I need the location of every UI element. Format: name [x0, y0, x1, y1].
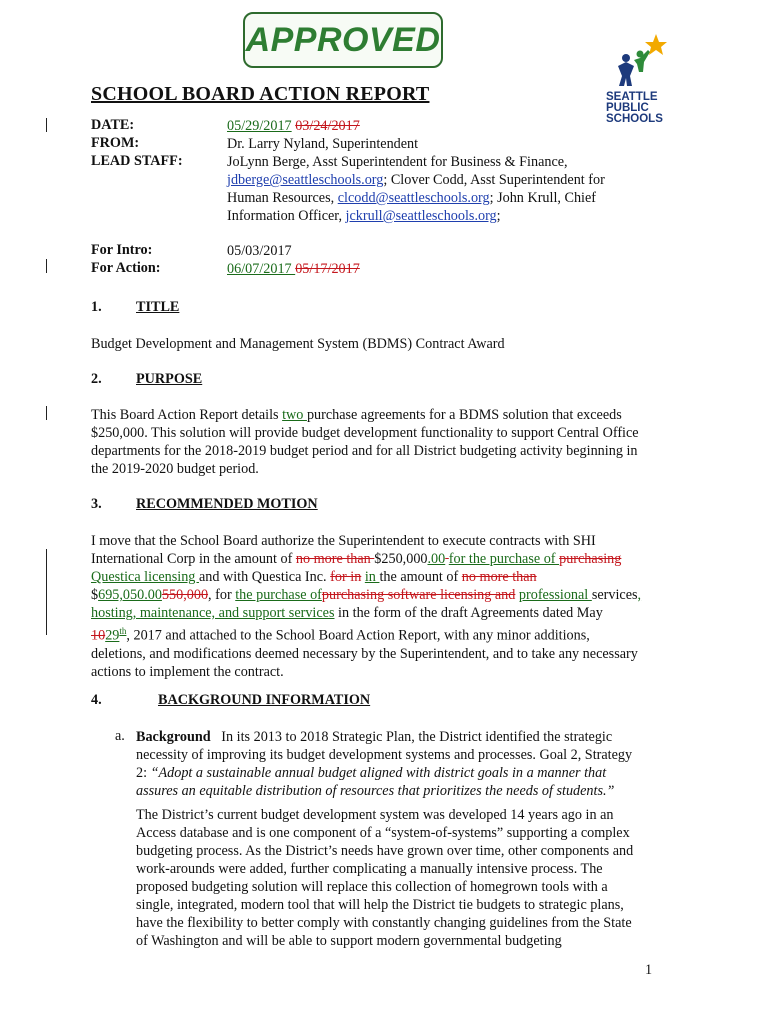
inserted-text: Questica licensing: [91, 569, 199, 585]
text-run: purchase agreements for a BDMS solution that exceeds: [306, 407, 622, 423]
deleted-text: purchasing: [559, 551, 622, 567]
inserted-text: th: [119, 626, 127, 636]
text-run: In its 2013 to 2018 Strategic Plan, the District identified the strategic: [210, 729, 613, 745]
for-intro-value: 05/03/2017: [227, 243, 292, 259]
lead-text: Information Officer,: [227, 208, 346, 224]
section-title-text: PURPOSE: [136, 371, 203, 387]
from-label: FROM:: [91, 135, 140, 151]
for-intro-label: For Intro:: [91, 242, 153, 258]
deleted-text: for in: [330, 569, 362, 585]
text-line: deletions, and modifications deemed necessary by the Superintendent, and to take any necessary: [91, 645, 638, 662]
subsection-a-letter: a.: [115, 728, 125, 744]
action-old: 05/17/2017: [295, 261, 360, 277]
section-2-title: [136, 371, 202, 388]
section-3-number: 3.: [91, 496, 102, 512]
section-3-text: [91, 532, 691, 681]
section-1-title: [136, 299, 179, 316]
lead-staff-label: LEAD STAFF:: [91, 153, 183, 169]
text-run: 2:: [136, 765, 151, 781]
text-run: services: [591, 587, 638, 603]
lead-text: ;: [496, 208, 501, 224]
inserted-text: 695,050.00: [98, 587, 162, 603]
inserted-text: the purchase of: [235, 587, 322, 603]
text-line: [91, 406, 681, 424]
subsection-a-text: [136, 728, 686, 800]
text-line: work-arounds were added, further complicating a manually intensive process. The: [136, 861, 603, 877]
inserted-text: ,: [637, 587, 642, 603]
subsection-heading: Background: [136, 729, 211, 745]
text-run: $: [91, 587, 99, 603]
deleted-text: 550,000: [161, 587, 209, 603]
deleted-text: no more than: [295, 551, 375, 567]
date-value: [227, 117, 360, 135]
lead-text: ; Clover Codd, Asst Superintendent for: [383, 172, 605, 188]
logo-line: SEATTLE: [606, 91, 658, 103]
email-link[interactable]: jckrull@seattleschools.org: [345, 208, 497, 224]
date-new: 05/29/2017: [227, 118, 292, 134]
change-bar: [46, 118, 47, 132]
text-line: [91, 622, 691, 645]
text-line: budgeting process. As the District’s needs have grown over time, other components and: [136, 843, 634, 859]
section-2-text: [91, 406, 681, 478]
text-line: Access database and is one component of a “system-of-systems” supporting a complex: [136, 825, 630, 841]
text-run: in the form of the draft Agreements dated May: [334, 605, 603, 621]
section-4-number: 4.: [91, 692, 102, 708]
action-new: 06/07/2017: [227, 261, 296, 277]
section-title-text: BACKGROUND INFORMATION: [158, 692, 371, 708]
text-line: of Washington and will be able to support modern governmental budgeting: [136, 933, 562, 949]
deleted-text: purchasing software licensing and: [321, 587, 516, 603]
section-title-text: TITLE: [136, 299, 180, 315]
section-4-title: [158, 692, 370, 709]
approved-stamp-text: APPROVED: [245, 20, 441, 59]
inserted-text: two: [282, 407, 307, 423]
text-line: [136, 728, 686, 746]
text-run: and with Questica Inc.: [198, 569, 331, 585]
text-run: , 2017 and attached to the School Board Action Report, with any minor additions,: [126, 627, 590, 644]
change-bar: [46, 406, 47, 420]
page-number: 1: [645, 962, 653, 978]
quote-text: assures an equitable distribution of resources that prioritizes the needs of students.”: [136, 783, 615, 799]
section-3-title: [136, 496, 318, 513]
text-line: single, integrated, modern tool that will help the District tie budgets to strategic plans,: [136, 897, 624, 913]
text-line: actions to implement the contract.: [91, 663, 284, 680]
subsection-a-paragraph-2: [136, 806, 686, 950]
inserted-text: 29: [105, 627, 120, 644]
text-run: , for: [208, 587, 236, 603]
text-line: [136, 764, 686, 782]
text-line: proposed budgeting solution will replace this collection of homegrown tools with a: [136, 879, 608, 895]
text-line: I move that the School Board authorize the Superintendent to execute contracts with SHI: [91, 533, 596, 549]
text-line: the 2019-2020 budget period.: [91, 461, 259, 477]
approved-stamp: [243, 12, 443, 68]
lead-line: JoLynn Berge, Asst Superintendent for Business & Finance,: [227, 154, 568, 170]
inserted-text: for the purchase of: [448, 551, 560, 567]
text-run: $250,000: [374, 551, 428, 567]
text-run: the amount of: [379, 569, 462, 585]
deleted-text: no more than: [461, 569, 537, 585]
text-line: [91, 550, 691, 568]
text-line: necessity of improving its budget development systems and processes. Goal 2, Strategy: [136, 747, 633, 763]
email-link[interactable]: clcodd@seattleschools.org: [337, 190, 490, 206]
change-bar: [46, 259, 47, 273]
text-line: The District’s current budget development system was developed 14 years ago in an: [136, 807, 614, 823]
text-line: [91, 568, 691, 586]
lead-staff-value: [227, 153, 667, 225]
quote-text: “Adopt a sustainable annual budget aligned with district goals in a manner that: [150, 765, 607, 781]
lead-line: [227, 207, 667, 225]
text-run: International Corp in the amount of: [91, 551, 296, 567]
logo-line: SCHOOLS: [606, 113, 663, 125]
email-link[interactable]: jdberge@seattleschools.org: [227, 172, 384, 188]
for-action-value: [227, 260, 360, 278]
star-figures-icon: [606, 30, 676, 90]
section-1-number: 1.: [91, 299, 102, 315]
date-label: DATE:: [91, 117, 135, 133]
lead-text: ; John Krull, Chief: [489, 190, 597, 206]
change-bar: [46, 549, 47, 635]
page-title: SCHOOL BOARD ACTION REPORT: [91, 83, 430, 105]
inserted-text: in: [364, 569, 380, 585]
text-line: [136, 782, 686, 800]
text-line: departments for the 2018-2019 budget period and for all District budgeting activity beginning in: [91, 443, 638, 459]
logo-line: PUBLIC: [606, 102, 649, 114]
lead-text: Human Resources,: [227, 190, 338, 206]
from-value: Dr. Larry Nyland, Superintendent: [227, 136, 419, 152]
text-line: $250,000. This solution will provide budget development functionality to support Central Office: [91, 425, 639, 441]
seattle-public-schools-logo: [606, 30, 676, 130]
text-line: [91, 586, 691, 604]
for-action-label: For Action:: [91, 260, 161, 276]
section-title-text: RECOMMENDED MOTION: [136, 496, 318, 512]
text-line: [91, 604, 691, 622]
date-old: 03/24/2017: [295, 118, 360, 134]
inserted-text: hosting, maintenance, and support services: [91, 605, 335, 621]
text-run: This Board Action Report details: [91, 407, 283, 423]
text-line: have the flexibility to better comply with constantly changing guidelines from the State: [136, 915, 632, 931]
section-2-number: 2.: [91, 371, 102, 387]
lead-line: [227, 171, 667, 189]
lead-line: [227, 189, 667, 207]
deleted-text: 10: [91, 627, 106, 644]
section-1-text: Budget Development and Management System (BDMS) Contract Award: [91, 336, 505, 352]
inserted-text: professional: [518, 587, 592, 603]
inserted-text: .00: [427, 551, 446, 567]
